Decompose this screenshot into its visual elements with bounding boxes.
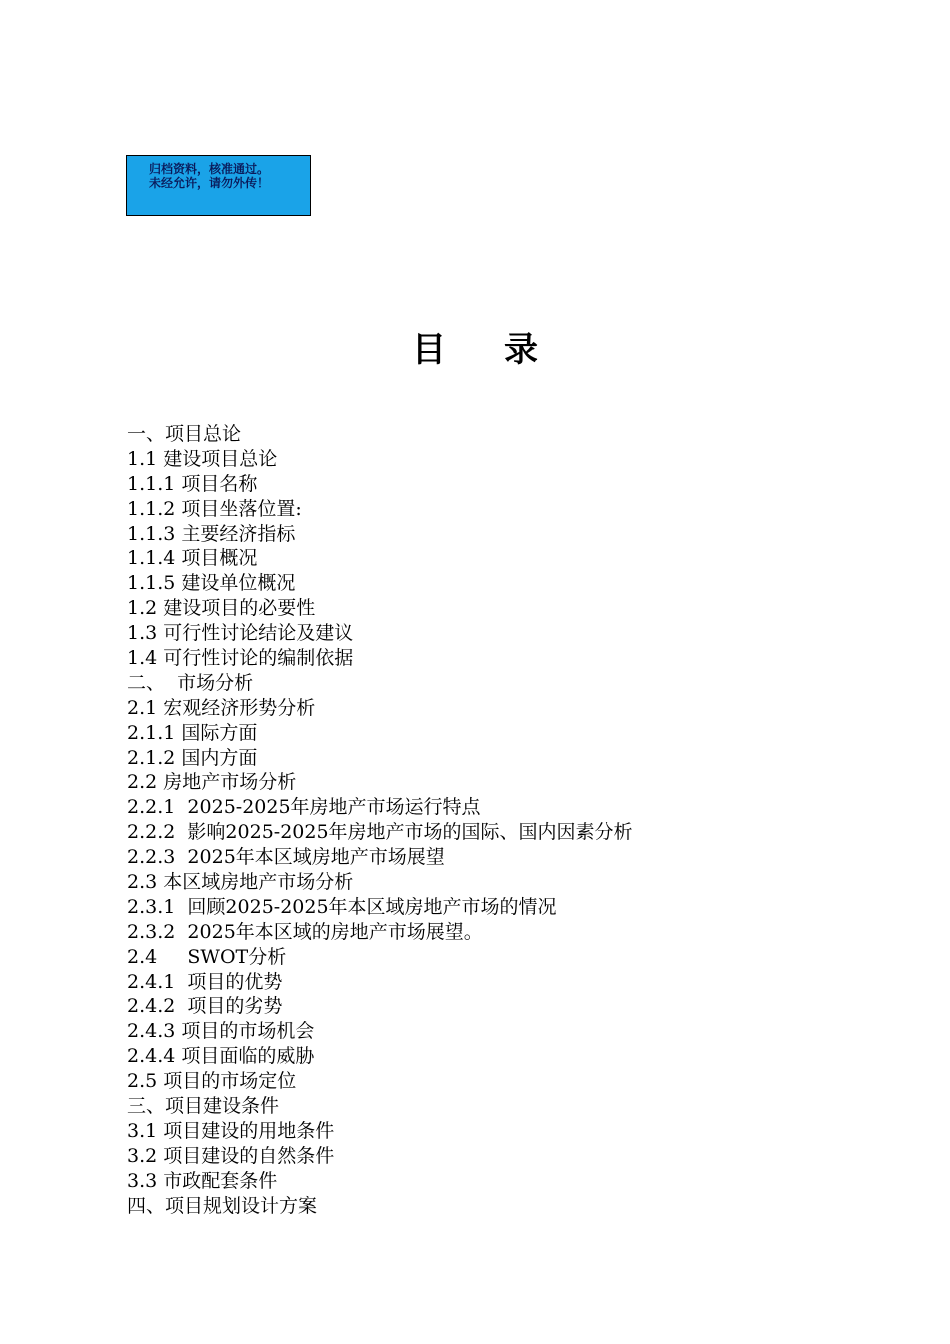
toc-entry[interactable]: 2.2.3 2025年本区域房地产市场展望	[127, 846, 445, 869]
page-title	[0, 322, 950, 371]
toc-entry[interactable]: 1.1.4 项目概况	[127, 547, 258, 570]
title-char-2: 录	[504, 330, 538, 370]
toc-entry[interactable]: 3.2 项目建设的自然条件	[127, 1144, 335, 1167]
title-char-1: 目	[412, 330, 446, 370]
toc-entry[interactable]: 2.4 SWOT分析	[127, 945, 287, 968]
toc-entry[interactable]: 1.1.5 建设单位概况	[127, 572, 296, 595]
toc-entry[interactable]: 2.3.1 回顾2025-2025年本区域房地产市场的情况	[127, 895, 557, 918]
toc-entry[interactable]: 3.3 市政配套条件	[127, 1169, 278, 1192]
toc-entry[interactable]: 2.1.1 国际方面	[127, 721, 258, 744]
toc-entry[interactable]: 2.5 项目的市场定位	[127, 1070, 297, 1093]
archive-stamp	[126, 155, 311, 216]
toc-entry[interactable]: 3.1 项目建设的用地条件	[127, 1119, 335, 1142]
toc-entry[interactable]: 2.3 本区域房地产市场分析	[127, 871, 354, 894]
toc-entry[interactable]: 2.2.1 2025-2025年房地产市场运行特点	[127, 796, 481, 819]
toc-entry[interactable]: 三、项目建设条件	[127, 1095, 280, 1118]
toc-entry[interactable]: 2.4.4 项目面临的威胁	[127, 1045, 315, 1068]
toc-entry[interactable]: 2.3.2 2025年本区域的房地产市场展望。	[127, 920, 483, 943]
toc-entry[interactable]: 1.1.2 项目坐落位置:	[127, 497, 302, 520]
toc-entry[interactable]: 2.4.3 项目的市场机会	[127, 1020, 315, 1043]
toc-entry[interactable]: 2.4.2 项目的劣势	[127, 995, 283, 1018]
toc-entry[interactable]: 一、项目总论	[127, 423, 242, 445]
table-of-contents	[127, 422, 633, 1219]
toc-entry[interactable]: 2.1 宏观经济形势分析	[127, 696, 316, 719]
toc-entry[interactable]: 1.1.1 项目名称	[127, 472, 258, 495]
toc-entry[interactable]: 二、 市场分析	[127, 671, 254, 694]
toc-entry[interactable]: 1.1 建设项目总论	[127, 447, 278, 470]
toc-entry[interactable]: 2.2 房地产市场分析	[127, 771, 297, 794]
toc-entry[interactable]: 四、项目规划设计方案	[127, 1194, 318, 1217]
toc-entry[interactable]: 1.3 可行性讨论结论及建议	[127, 622, 354, 645]
toc-entry[interactable]: 1.1.3 主要经济指标	[127, 522, 296, 545]
stamp-line-1: 归档资料，核准通过。	[149, 162, 270, 176]
toc-entry[interactable]: 1.4 可行性讨论的编制依据	[127, 647, 354, 670]
toc-entry[interactable]: 2.2.2 影响2025-2025年房地产市场的国际、国内因素分析	[127, 821, 633, 844]
toc-entry[interactable]: 1.2 建设项目的必要性	[127, 597, 316, 620]
toc-entry[interactable]: 2.1.2 国内方面	[127, 746, 258, 769]
toc-entry[interactable]: 2.4.1 项目的优势	[127, 970, 283, 993]
stamp-line-2: 未经允许，请勿外传！	[149, 176, 270, 190]
